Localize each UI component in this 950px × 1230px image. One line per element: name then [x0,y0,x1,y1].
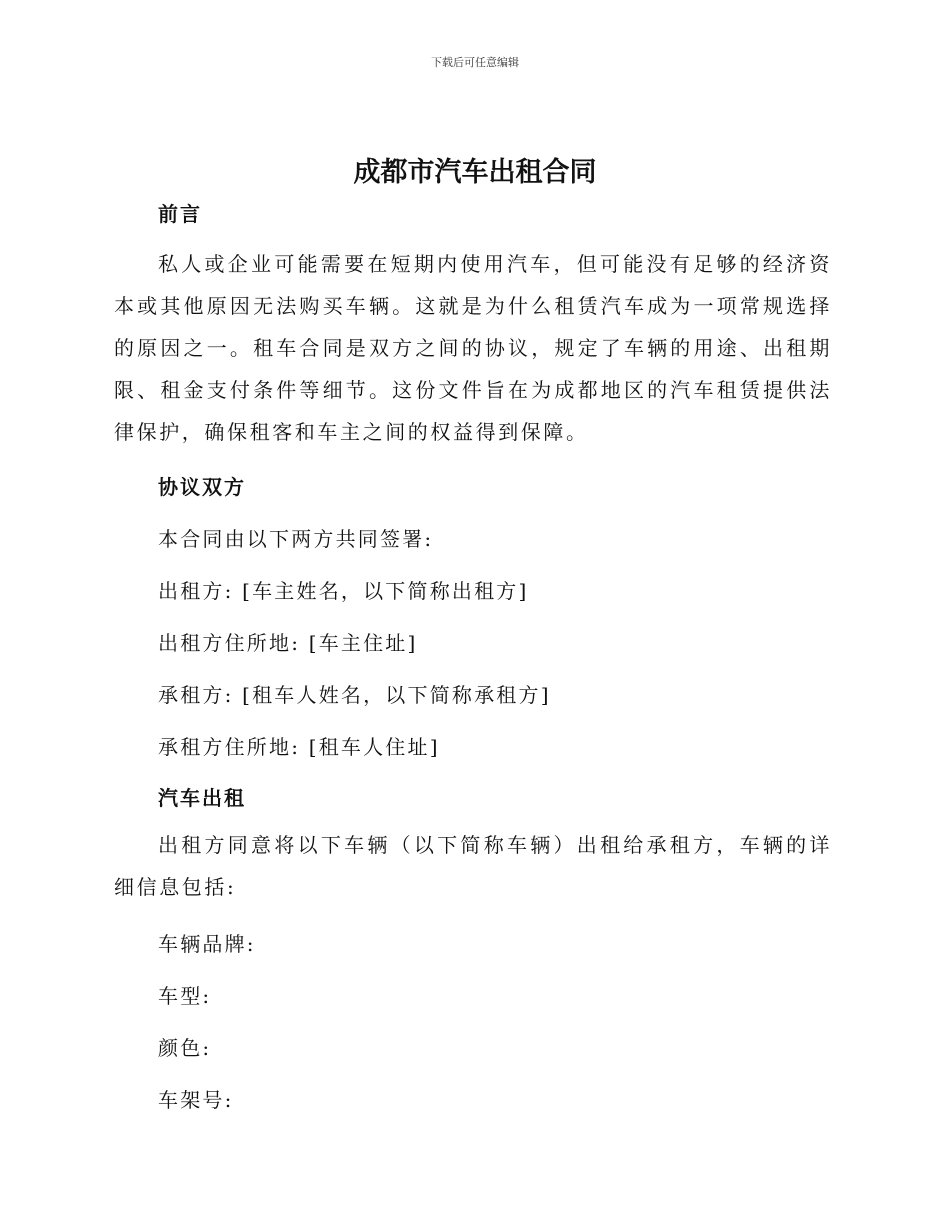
parties-intro: 本合同由以下两方共同签署: [158,527,434,551]
section-heading-parties: 协议双方 [158,475,246,499]
document-title: 成都市汽车出租合同 [353,157,597,188]
lessor-line: 出租方: [车主姓名，以下简称出租方] [158,579,529,603]
preface-paragraph: 私人或企业可能需要在短期内使用汽车，但可能没有足够的经济资本或其他原因无法购买车辆。这就是为什么租赁汽车成为一项常规选择的原因之一。租车合同是双方之间的协议，规定了车辆的用途、出租期限、租金支付条件等细节。这份文件旨在为成都地区的汽车租赁提供法律保护，确保租客和车主之间的权益得到保障。 [114,252,832,444]
section-heading-preface: 前言 [158,202,202,226]
lessee-address-line: 承租方住所地: [租车人住址] [158,735,440,759]
vehicle-vin-field: 车架号: [158,1088,234,1112]
vehicle-color-field: 颜色: [158,1036,212,1060]
vehicle-model-field: 车型: [158,984,212,1008]
page-header-note: 下载后可任意编辑 [431,56,519,69]
lessee-line: 承租方: [租车人姓名，以下简称承租方] [158,683,551,707]
vehicle-brand-field: 车辆品牌: [158,932,256,956]
rental-paragraph: 出租方同意将以下车辆（以下简称车辆）出租给承租方，车辆的详细信息包括: [114,833,832,899]
section-heading-rental: 汽车出租 [158,786,246,810]
lessor-address-line: 出租方住所地: [车主住址] [158,631,418,655]
